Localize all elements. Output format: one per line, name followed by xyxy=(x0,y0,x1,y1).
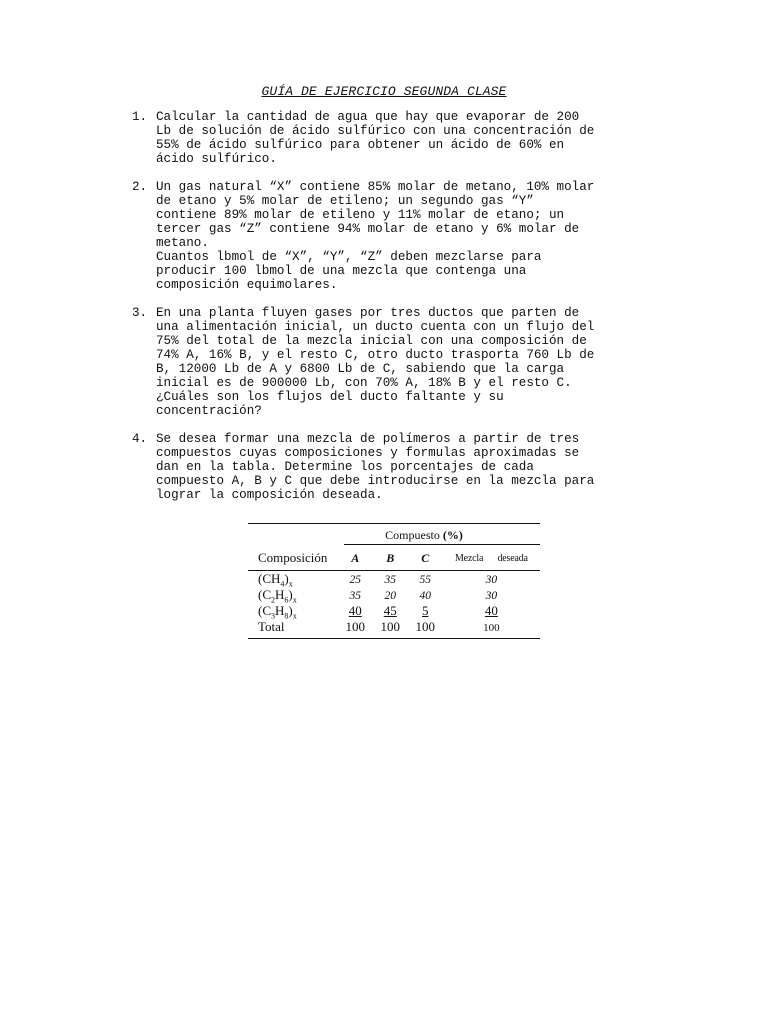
table-row xyxy=(248,603,540,619)
cell-mix: 30 xyxy=(485,590,498,602)
row-label: $(C_3H_8)_x$ xyxy=(258,603,297,621)
exercise-text: Un gas natural “X” contiene 85% molar de metano, 10% molar de etano y 5% molar de etileno; un segundo gas “Y” contiene 89% molar de etileno y 11% molar de etano; un tercer gas “Z” contiene 94% molar de etano y 6% molar de metano. Cuantos lbmol de “X”, “Y”, “Z” deben mezclarse para producir 100 lbmol de una mezcla que contenga una composición equimolares. xyxy=(156,180,595,292)
total-label: Total xyxy=(258,619,285,634)
cell-b: 20 xyxy=(384,590,396,602)
exercise-number: 3. xyxy=(132,306,148,320)
table-header-row xyxy=(248,546,540,570)
row-label: $(C_2H_6)_x$ xyxy=(258,587,297,605)
cell-mix: 30 xyxy=(485,574,498,586)
column-header-mix xyxy=(443,553,540,564)
group-header-rule xyxy=(344,544,540,545)
exercise-2 xyxy=(132,180,662,292)
exercise-1 xyxy=(132,110,662,166)
cell-a: 40 xyxy=(348,603,362,618)
exercise-4 xyxy=(132,432,662,502)
row-label: $(CH_4)_x$ xyxy=(258,571,293,589)
cell-c: 40 xyxy=(419,590,431,602)
cell-c: 55 xyxy=(419,574,431,586)
cell-c: 5 xyxy=(421,603,429,618)
cell-b: 35 xyxy=(384,574,396,586)
total-mix: 100 xyxy=(483,622,500,634)
composition-table xyxy=(248,523,540,639)
table-total-row xyxy=(248,619,540,635)
group-header-label xyxy=(376,528,472,543)
cell-mix: 40 xyxy=(484,603,498,618)
table-group-header xyxy=(248,524,540,546)
mix-header-2: deseada xyxy=(497,552,528,564)
exercise-text: Se desea formar una mezcla de polímeros a partir de tres compuestos cuyas composiciones y formulas aproximadas se dan en la tabla. Determine los porcentajes de cada compuesto A, B y C que debe introducirse en la mezcla para lograr la composición deseada. xyxy=(156,432,595,502)
exercise-text: En una planta fluyen gases por tres ductos que parten de una alimentación inicial, un ducto cuenta con un flujo del 75% del total de la mezcla inicial con una composición de 74% A, 16% B, y el resto C, otro ducto trasporta 760 Lb de B, 12000 Lb de A y 6800 Lb de C, sabiendo que la carga inicial es de 900000 Lb, con 70% A, 18% B y el resto C. ¿Cuáles son los flujos del ducto faltante y su concentración? xyxy=(156,306,595,418)
column-header-c: C xyxy=(421,550,430,565)
total-b: 100 xyxy=(380,619,400,634)
row-header: Composición xyxy=(258,550,328,565)
column-header-b: B xyxy=(386,550,395,565)
exercise-text: Calcular la cantidad de agua que hay que evaporar de 200 Lb de solución de ácido sulfúrico con una concentración de 55% de ácido sulfúrico para obtener un ácido de 60% en ácido sulfúrico. xyxy=(156,110,595,166)
document-title: GUÍA DE EJERCICIO SEGUNDA CLASE xyxy=(261,84,507,99)
table-row xyxy=(248,571,540,587)
total-a: 100 xyxy=(345,619,365,634)
exercise-number: 1. xyxy=(132,110,148,124)
total-c: 100 xyxy=(415,619,435,634)
group-header-text: Compuesto xyxy=(385,528,440,542)
column-header-a: A xyxy=(351,550,360,565)
exercise-3 xyxy=(132,306,662,418)
cell-a: 35 xyxy=(349,590,361,602)
group-header-unit: (%) xyxy=(442,528,463,542)
mix-header-1: Mezcla xyxy=(454,552,484,564)
table-bottom-rule xyxy=(248,638,540,639)
exercise-number: 2. xyxy=(132,180,148,194)
exercise-number: 4. xyxy=(132,432,148,446)
exercise-list xyxy=(132,110,662,516)
table-row xyxy=(248,587,540,603)
cell-a: 25 xyxy=(349,574,361,586)
cell-b: 45 xyxy=(383,603,397,618)
